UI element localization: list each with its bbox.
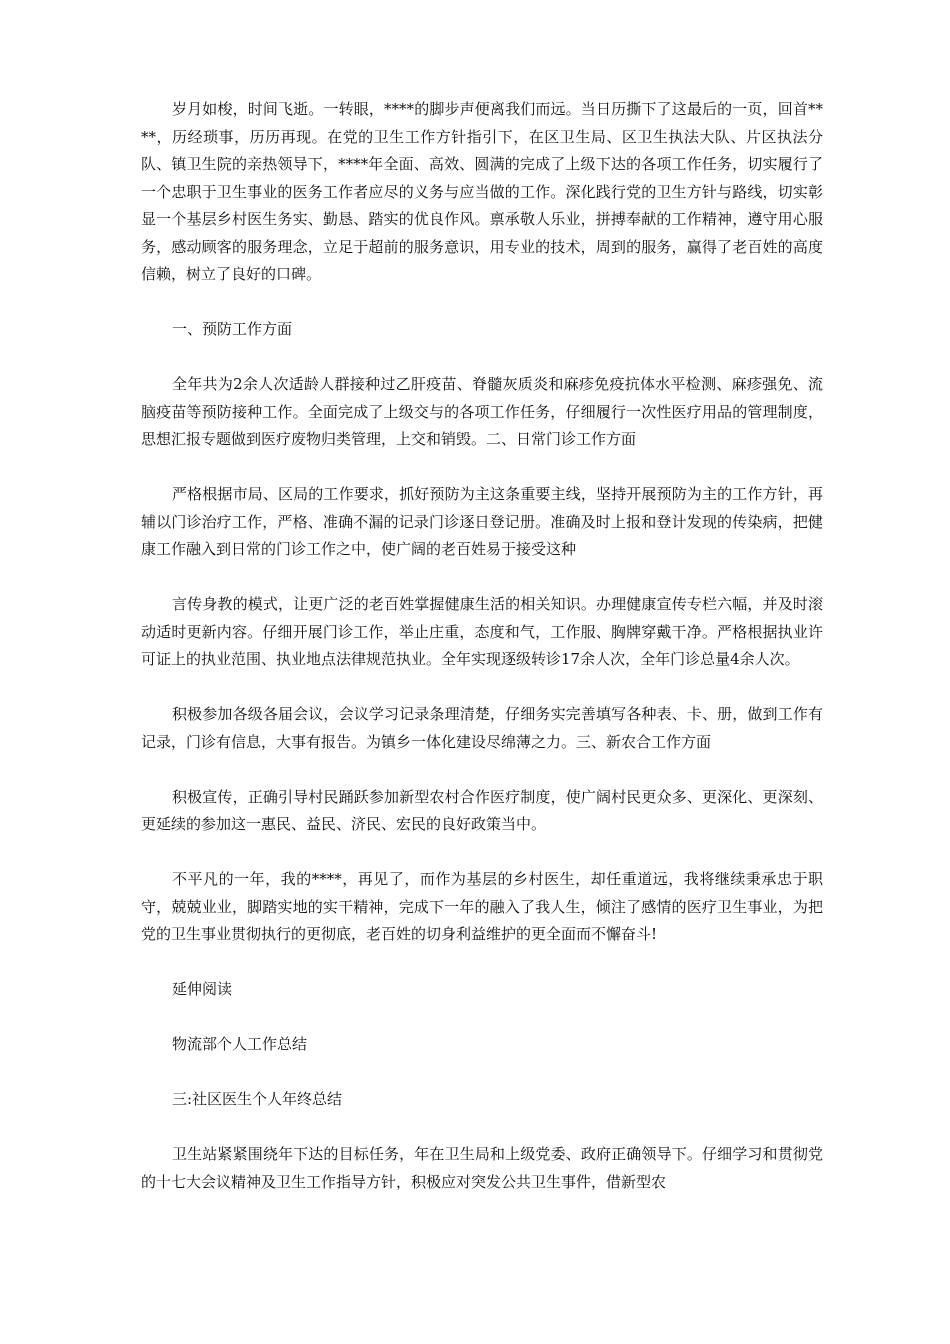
document-body bbox=[141, 96, 823, 1224]
paragraph-intro: 岁月如梭，时间飞逝。一转眼，****的脚步声便离我们而远。当日历撕下了这最后的一页，回首****，历经琐事，历历再现。在党的卫生工作方针指引下，在区卫生局、区卫生执法大队、片区执法分队、镇卫生院的亲热领导下，****年全面、高效、圆满的完成了上级下达的各项工作任务，切实履行了一个忠职于卫生事业的医务工作者应尽的义务与应当做的工作。深化践行党的卫生方针与路线，切实彰显一个基层乡村医生务实、勤恳、踏实的优良作风。禀承敬人乐业，拼搏奉献的工作精神，遵守用心服务，感动顾客的服务理念，立足于超前的服务意识，用专业的技术，周到的服务，赢得了老百姓的高度信赖，树立了良好的口碑。 bbox=[141, 100, 823, 283]
paragraph-outpatient-2: 言传身教的模式，让更广泛的老百姓掌握健康生活的相关知识。办理健康宣传专栏六幅，并及时滚动适时更新内容。仔细开展门诊工作，举止庄重，态度和气，工作服、胸牌穿戴干净。严格根据执业许可证上的执业范围、执业地点法律规范执业。全年实现逐级转诊17余人次，全年门诊总量4余人次。 bbox=[141, 595, 823, 668]
paragraph-health-station: 卫生站紧紧围绕年下达的目标任务，年在卫生局和上级党委、政府正确领导下。仔细学习和贯彻党的十七大会议精神及卫生工作指导方针，积极应对突发公共卫生事件，借新型农 bbox=[141, 1145, 823, 1191]
paragraph-meetings: 积极参加各级各届会议，会议学习记录条理清楚，仔细务实完善填写各种表、卡、册，做到工作有记录，门诊有信息，大事有报告。为镇乡一体化建设尽绵薄之力。三、新农合工作方面 bbox=[141, 705, 823, 751]
extended-reading-label: 延伸阅读 bbox=[172, 980, 233, 998]
paragraph-conclusion: 不平凡的一年，我的****，再见了，而作为基层的乡村医生，却任重道远，我将继续秉承忠于职守，兢兢业业，脚踏实地的实干精神，完成下一年的融入了我人生，倾注了感情的医疗卫生事业，为把党的卫生事业贯彻执行的更彻底，老百姓的切身利益维护的更全面而不懈奋斗! bbox=[141, 870, 823, 943]
section-heading-prevention: 一、预防工作方面 bbox=[172, 320, 293, 338]
paragraph-rural-coop: 积极宣传，正确引导村民踊跃参加新型农村合作医疗制度，使广阔村民更众多、更深化、更深刻、更延续的参加这一惠民、益民、济民、宏民的良好政策当中。 bbox=[141, 787, 823, 833]
related-title-logistics: 物流部个人工作总结 bbox=[172, 1035, 308, 1053]
related-title-community-doctor: 三:社区医生个人年终总结 bbox=[172, 1090, 343, 1108]
paragraph-prevention: 全年共为2余人次适龄人群接种过乙肝疫苗、脊髓灰质炎和麻疹免疫抗体水平检测、麻疹强免、流脑疫苗等预防接种工作。全面完成了上级交与的各项工作任务，仔细履行一次性医疗用品的管理制度，思想汇报专题做到医疗废物归类管理，上交和销毁。二、日常门诊工作方面 bbox=[141, 375, 823, 448]
paragraph-outpatient-1: 严格根据市局、区局的工作要求，抓好预防为主这条重要主线，坚持开展预防为主的工作方针，再辅以门诊治疗工作，严格、准确不漏的记录门诊逐日登记册。准确及时上报和登计发现的传染病，把健康工作融入到日常的门诊工作之中，使广阔的老百姓易于接受这种 bbox=[141, 485, 823, 558]
